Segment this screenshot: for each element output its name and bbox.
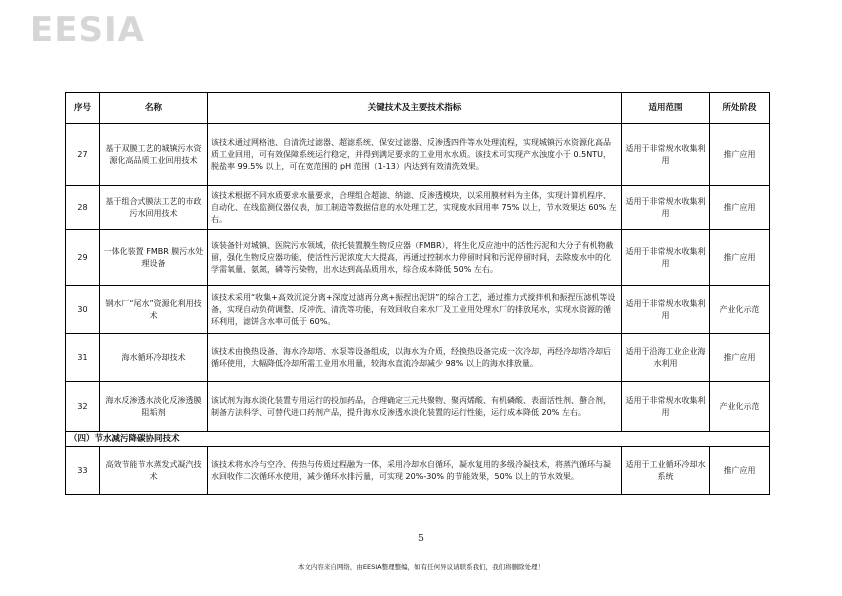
row-stage: 推广应用 [710,334,770,382]
row-stage: 推广应用 [710,230,770,286]
row-num: 27 [66,124,100,186]
table-row [66,230,770,286]
row-scope: 适用于非常规水收集利用 [622,124,710,186]
row-tech: 该技术通过网格池、自清洗过滤器、超滤系统、保安过滤器、反渗透四件等水处理流程，实现城镇污水资源化高品质工业回用，可有效保障系统运行稳定，并得到满足要求的工业用水水质。该技术可实现产水浊度小于 0.5NTU，脱盐率 99.5% 以上，可在宽范围的 pH 范围（1-13）内达到有效清洗效果。 [208,124,622,186]
header-scope: 适用范围 [622,93,710,124]
row-scope: 适用于工业循环冷却水系统 [622,447,710,495]
row-num: 29 [66,230,100,286]
page-number: 5 [418,534,424,544]
row-name: 基于组合式膜法工艺的市政污水回用技术 [100,186,208,230]
row-tech: 该试剂为海水淡化装置专用运行的投加药品，合理确定三元共聚物、聚丙烯酸、有机磷酸、表面活性剂、螯合剂，制备方法科学、可替代进口药剂产品，提升海水反渗透水淡化装置的运行性能，运行成本降低 20% 左右。 [208,382,622,432]
table-row [66,334,770,382]
table-header-row [66,93,770,124]
row-scope: 适用于非常规水收集利用 [622,230,710,286]
section-title: （四）节水减污降碳协同技术 [66,432,770,447]
row-name: 高效节能节水蒸发式凝汽技术 [100,447,208,495]
row-name: 基于双膜工艺的城镇污水资源化高品质工业回用技术 [100,124,208,186]
row-tech: 该技术采用“收集+高效沉淀分离+深度过滤再分离+振捏出泥饼”的综合工艺，通过推力式搅拌机和振捏压滤机等设备，实现自动负荷调整、反冲洗、清洗等功能，有效回收自来水厂及工业用处理水厂的排放尾水，实现水资源的循环利用，滤饼含水率可低于 60%。 [208,286,622,334]
row-scope: 适用于非常规水收集利用 [622,286,710,334]
row-num: 30 [66,286,100,334]
row-stage: 产业化示范 [710,286,770,334]
table-row [66,124,770,186]
row-stage: 产业化示范 [710,382,770,432]
row-num: 32 [66,382,100,432]
section-row [66,432,770,447]
row-tech: 该技术将水冷与空冷、传热与传质过程融为一体，采用冷却水自循环，凝水复用的多级冷凝技术，将蒸汽循环与凝水回收作二次循环水使用，减少循环水排污量，可实现 20%-30% 的节能效果，50% 以上的节水效果。 [208,447,622,495]
row-stage: 推广应用 [710,124,770,186]
row-num: 31 [66,334,100,382]
table-row [66,382,770,432]
table-row [66,286,770,334]
table-row [66,186,770,230]
row-tech: 该技术由换热设备、海水冷却塔、水泵等设备组成，以海水为介质，经换热设备完成一次冷却，再经冷却塔冷却后循环使用，大幅降低冷却所需工业用水用量，较海水直流冷却减少 98% 以上的海水排放量。 [208,334,622,382]
row-name: 海水循环冷却技术 [100,334,208,382]
table-row [66,447,770,495]
row-scope: 适用于非常规水收集利用 [622,382,710,432]
footer-note: 本文内容来自网络，由EESIA整理整编，如有任何异议请联系我们，我们将删除处理！ [297,563,545,571]
header-num: 序号 [66,93,100,124]
header-stage: 所处阶段 [710,93,770,124]
row-stage: 推广应用 [710,447,770,495]
row-tech: 该技术根据不同水质要求水量要求，合理组合超滤、纳滤、反渗透模块，以采用膜材料为主体，实现计算机程序、自动化、在线监测仪器仪表，加工制造等数据信息的水处理工艺，实现废水回用率 75% 以上，节水效果达 60% 左右。 [208,186,622,230]
technology-table [65,92,770,495]
row-scope: 适用于沿海工业企业海水利用 [622,334,710,382]
row-num: 28 [66,186,100,230]
header-tech: 关键技术及主要技术指标 [208,93,622,124]
row-scope: 适用于非常规水收集利用 [622,186,710,230]
row-num: 33 [66,447,100,495]
row-name: 一体化装置 FMBR 膜污水处理设备 [100,230,208,286]
row-stage: 推广应用 [710,186,770,230]
row-name: 海水反渗透水淡化反渗透膜阻垢剂 [100,382,208,432]
eesia-logo: EESIA [30,10,145,50]
row-name: 钢水厂“尾水”资源化利用技术 [100,286,208,334]
header-name: 名称 [100,93,208,124]
row-tech: 该装备针对城镇、医院污水领域，依托装置膜生物反应器（FMBR），将生化反应池中的活性污泥和大分子有机物截留，强化生物反应器功能，使活性污泥浓度大大提高，再通过控制水力停留时间和污泥停留时间，去除废水中的化学需氧量、氨氮，磷等污染物，出水达到高品质用水，综合成本降低 50% 左右。 [208,230,622,286]
